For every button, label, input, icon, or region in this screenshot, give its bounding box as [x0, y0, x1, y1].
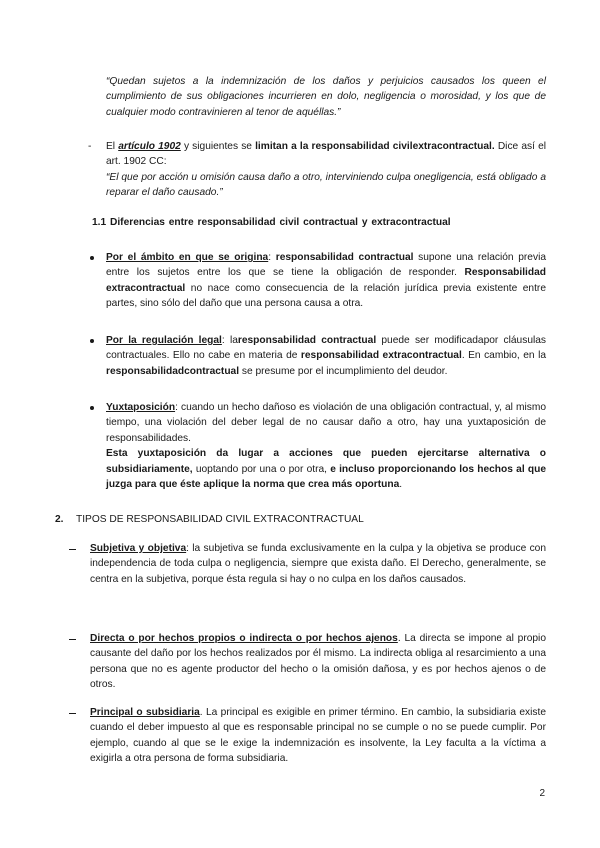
bullet-dot	[90, 406, 94, 410]
bullet-dot	[90, 256, 94, 260]
list-dash-marker	[69, 549, 76, 550]
text: no nace como consecuencia de la relación jurídica previa existente entre partes, sino sólo del daño que una persona causa a otra.	[106, 282, 546, 310]
bold-text: responsabilidad contractual	[237, 335, 377, 346]
bullet-label: Por la regulación legal	[106, 335, 222, 346]
quote-paragraph: “Quedan sujetos a la indemnización de los daños y perjuicios causados los queen el cumplimiento de sus obligaciones incurrieren en dolo, negligencia o morosidad, y los que de cualquier modo contravinieren al tenor de aquéllas.”	[106, 76, 546, 118]
text: supone una relación previa entre los sujetos entre los que se tiene la obligación de responder.	[106, 252, 546, 279]
bold-text: responsabilidadcontractual	[106, 365, 240, 377]
text: : la subjetiva se funda exclusivamente en la culpa y la objetiva se produce con independencia de toda culpa o negligencia, siempre que exista daño. El Derecho, generalmente, se centra en la subjetiva, porque ésta regula si hay o no culpa en los daños causados.	[90, 543, 546, 585]
text: :	[175, 402, 181, 413]
type-label: Principal o subsidiaria	[90, 707, 200, 718]
bold-text: e incluso proporcionando los hechos al que juzga para que éste aplique la norma que crea más oportuna	[106, 463, 546, 491]
subsection-heading: 1.1 Diferencias entre responsabilidad civil contractual y extracontractual	[92, 217, 451, 228]
bullet-paragraph	[106, 446, 546, 492]
bullet-label: Por el ámbito en que se origina	[106, 252, 269, 263]
text: .	[399, 479, 403, 491]
bold-text: responsabilidad contractual	[275, 252, 414, 263]
section-number: 2.	[55, 514, 64, 525]
text: uoptando por una o por otra,	[192, 463, 331, 475]
bold-text: responsabilidad extracontractual	[300, 350, 462, 362]
text: . La principal es exigible en primer término. En cambio, la subsidiaria existe cuando el deber impuesto al que es responsable principal no se cumple o no se puede cumplir. Por ejemplo, cuando al que se le exige la indemnización es insolvente, la Ley faculta a la víctima a exigirla a otra persona de forma subsidiaria.	[90, 707, 546, 765]
type-principal-subsidiaria	[90, 705, 546, 767]
text: y siguientes se	[180, 141, 256, 152]
list-dash-marker	[69, 713, 76, 714]
list-dash-marker: -	[88, 141, 92, 152]
bullet-label: Yuxtaposición	[106, 402, 176, 413]
section-heading: TIPOS DE RESPONSABILIDAD CIVIL EXTRACONTRACTUAL	[76, 514, 364, 525]
list-dash-marker	[69, 639, 76, 640]
type-directa-indirecta	[90, 631, 546, 693]
text: : la	[221, 335, 238, 346]
text: puede ser modificadapor cláusulas contractuales. Ello no cabe en materia de	[106, 335, 547, 362]
text: . En cambio, en la	[461, 350, 547, 362]
bullet-dot	[90, 339, 94, 343]
bullet-yuxtaposicion	[106, 400, 546, 492]
article-reference: artículo 1902	[118, 141, 181, 152]
text: El	[106, 141, 119, 152]
text: Dice así el art. 1902 CC:	[106, 141, 547, 168]
text: se presume por el incumplimiento del deudor.	[239, 365, 448, 377]
type-label: Directa o por hechos propios o indirecta o por hechos ajenos	[90, 633, 398, 644]
text: cuando un hecho dañoso es violación de una obligación contractual, y, al mismo tiempo, una violación del deber legal de no causar daño a otro, hay una yuxtaposición de responsabilidades.	[106, 402, 546, 444]
page-number: 2	[539, 788, 545, 799]
text: . La directa se impone al propio causante del daño por los hechos realizados por él mismo. La indirecta obliga al resarcimiento a una persona que no es agente productor del hecho o la omisión dañosa, y es por hechos ajenos o de otros.	[90, 633, 546, 691]
type-label: Subjetiva y objetiva	[90, 543, 187, 554]
bold-text: Responsabilidad extracontractual	[106, 267, 546, 294]
bullet-ambito	[106, 250, 546, 312]
text: :	[268, 252, 276, 263]
bold-text: limitan a la responsabilidad civilextracontractual.	[255, 141, 495, 152]
bold-text: Esta yuxtaposición da lugar a acciones que pueden ejercitarse alternativa o subsidiariamente,	[106, 448, 546, 475]
article-1902-paragraph	[106, 139, 546, 201]
bullet-regulacion	[106, 333, 546, 379]
article-quote: “El que por acción u omisión causa daño a otro, interviniendo culpa onegligencia, está obligado a reparar el daño causado.”	[106, 171, 546, 199]
type-subjetiva-objetiva	[90, 541, 546, 587]
